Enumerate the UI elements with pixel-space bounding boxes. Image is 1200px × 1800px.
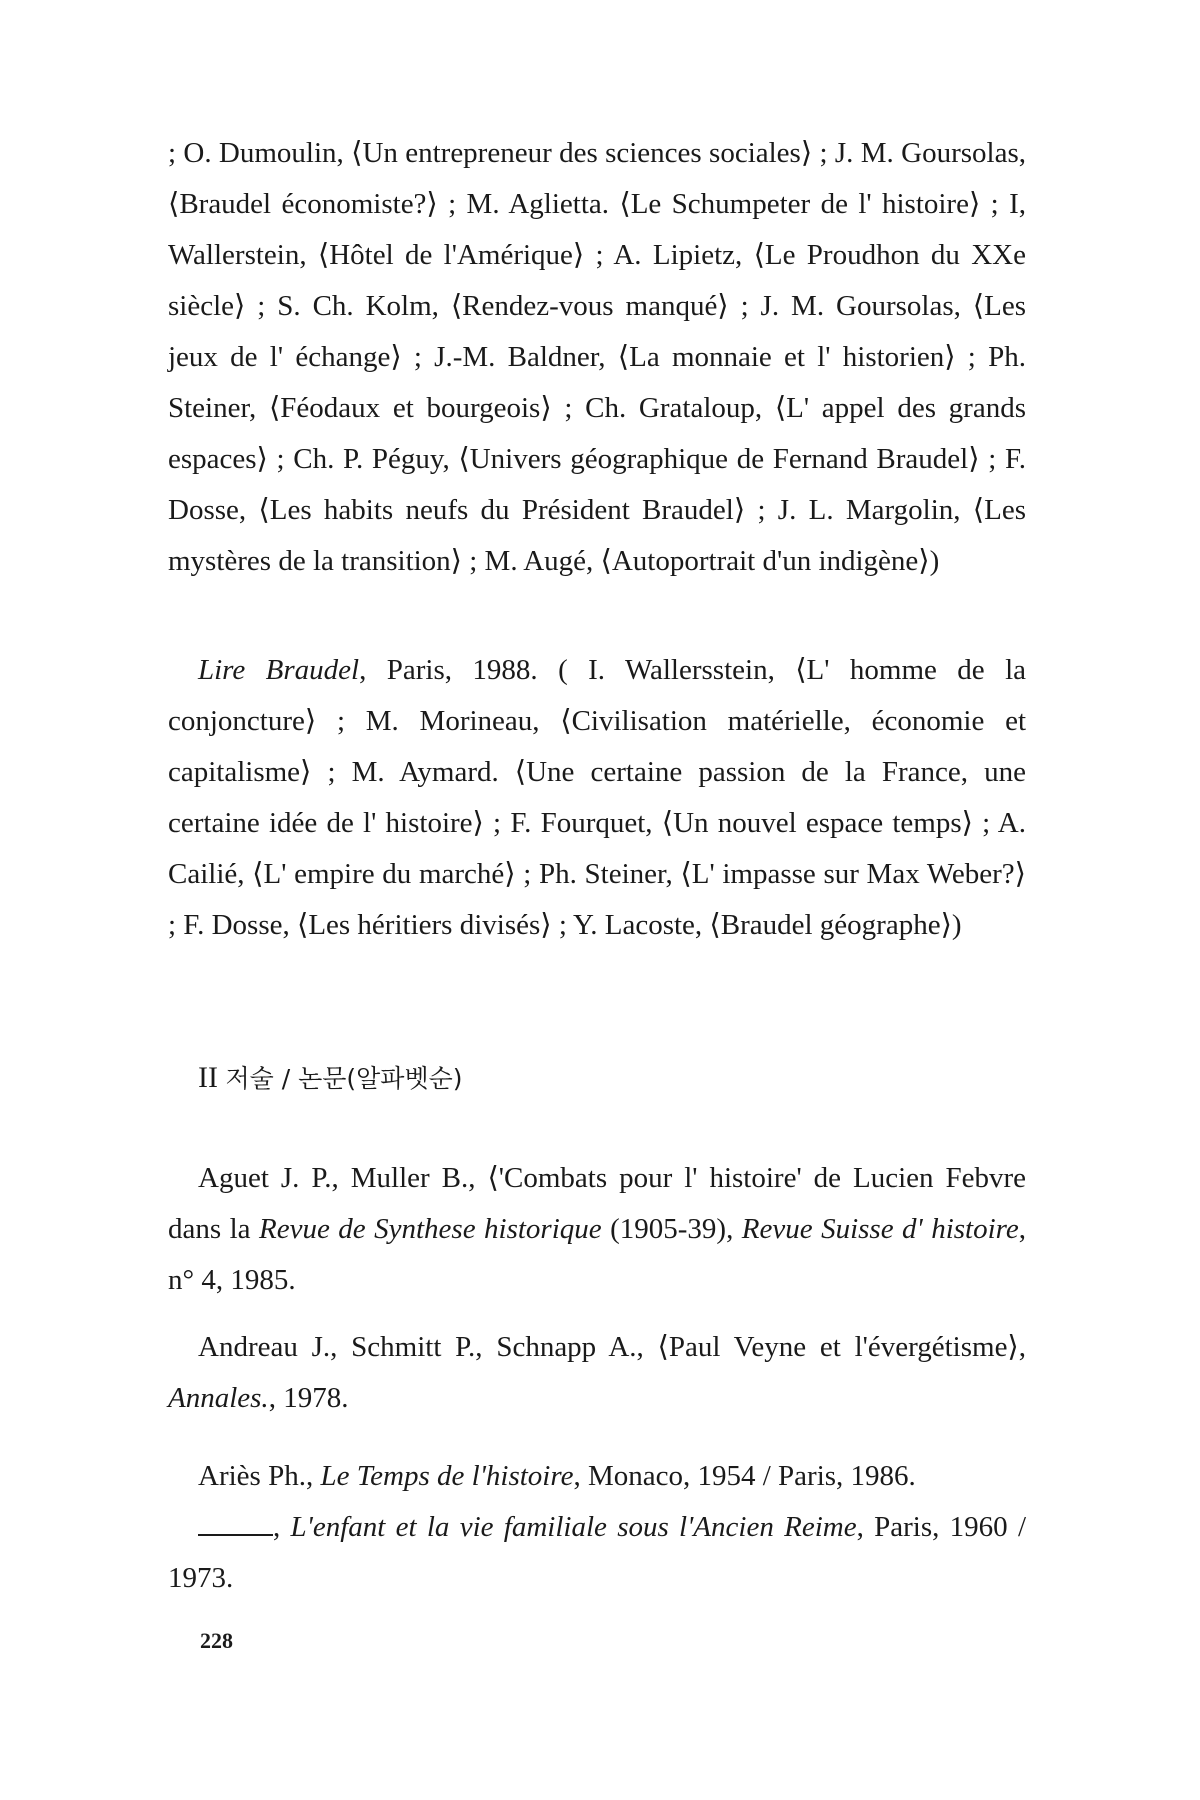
- reference-authors: Andreau J., Schmitt P., Schnapp A., ⟨Paul Veyne et l'évergétisme⟩,: [198, 1331, 1026, 1363]
- ditto-line: [198, 1516, 273, 1536]
- reference-title: L'enfant et la vie familiale sous l'Ancien Reime: [290, 1511, 857, 1543]
- reference-publication: , Paris, 1960 / 1973.: [168, 1511, 1027, 1594]
- reference-journal: Revue Suisse d' histoire: [741, 1213, 1019, 1245]
- lire-braudel-text: [168, 645, 1026, 951]
- section-numeral: II: [198, 1061, 218, 1094]
- lire-braudel-details: , Paris, 1988. ( I. Wallersstein, ⟨L' homme de la conjoncture⟩ ; M. Morineau, ⟨Civilisation matérielle, économie et capitalisme⟩ ; M. Aymard. ⟨Une certaine passion de la France, une certaine idée de l' histoire⟩ ; F. Fourquet, ⟨Un nouvel espace temps⟩ ; A. Cailié, ⟨L' empire du marché⟩ ; Ph. Steiner, ⟨L' impasse sur Max Weber?⟩ ; F. Dosse, ⟨Les héritiers divisés⟩ ; Y. Lacoste, ⟨Braudel géographe⟩): [168, 654, 1026, 941]
- reference-journal: Annales.: [168, 1382, 269, 1414]
- continuation-paragraph: [168, 128, 1026, 587]
- reference-publication: , Monaco, 1954 / Paris, 1986.: [573, 1460, 916, 1492]
- section-label: 저술 / 논문(알파벳순): [225, 1064, 463, 1093]
- reference-year: , 1978.: [268, 1382, 349, 1414]
- lire-braudel-title: Lire Braudel: [198, 654, 360, 686]
- continuation-text: ; O. Dumoulin, ⟨Un entrepreneur des sciences sociales⟩ ; J. M. Goursolas, ⟨Braudel économiste?⟩ ; M. Aglietta. ⟨Le Schumpeter de l' histoire⟩ ; I, Wallerstein, ⟨Hôtel de l'Amérique⟩ ; A. Lipietz, ⟨Le Proudhon du XXe siècle⟩ ; S. Ch. Kolm, ⟨Rendez-vous manqué⟩ ; J. M. Goursolas, ⟨Les jeux de l' échange⟩ ; J.-M. Baldner, ⟨La monnaie et l' historien⟩ ; Ph. Steiner, ⟨Féodaux et bourgeois⟩ ; Ch. Grataloup, ⟨L' appel des grands espaces⟩ ; Ch. P. Péguy, ⟨Univers géographique de Fernand Braudel⟩ ; F. Dosse, ⟨Les habits neufs du Président Braudel⟩ ; J. L. Margolin, ⟨Les mystères de la transition⟩ ; M. Augé, ⟨Autoportrait d'un indigène⟩): [168, 137, 1026, 577]
- reference-journal: Revue de Synthese historique: [259, 1213, 602, 1245]
- reference-authors: Aguet J. P., Muller B., ⟨'Combats pour l' histoire' de Lucien Febvre dans la: [168, 1162, 1026, 1245]
- reference-years: (1905-39),: [601, 1213, 742, 1245]
- reference-andreau: [168, 1322, 1026, 1424]
- reference-aguet: [168, 1153, 1026, 1306]
- lire-braudel-entry: [168, 645, 1026, 951]
- section-heading: [198, 1058, 463, 1099]
- reference-aries-1: [168, 1451, 1026, 1502]
- reference-title: Le Temps de l'histoire: [320, 1460, 574, 1492]
- reference-authors: Ariès Ph.,: [198, 1460, 321, 1492]
- reference-aries-2: , L'enfant et la vie familiale sous l'Ancien Reime, Paris, 1960 / 1973.: [168, 1511, 1027, 1594]
- page-number: 228: [200, 1628, 233, 1653]
- reference-issue: , n° 4, 1985.: [168, 1213, 1026, 1296]
